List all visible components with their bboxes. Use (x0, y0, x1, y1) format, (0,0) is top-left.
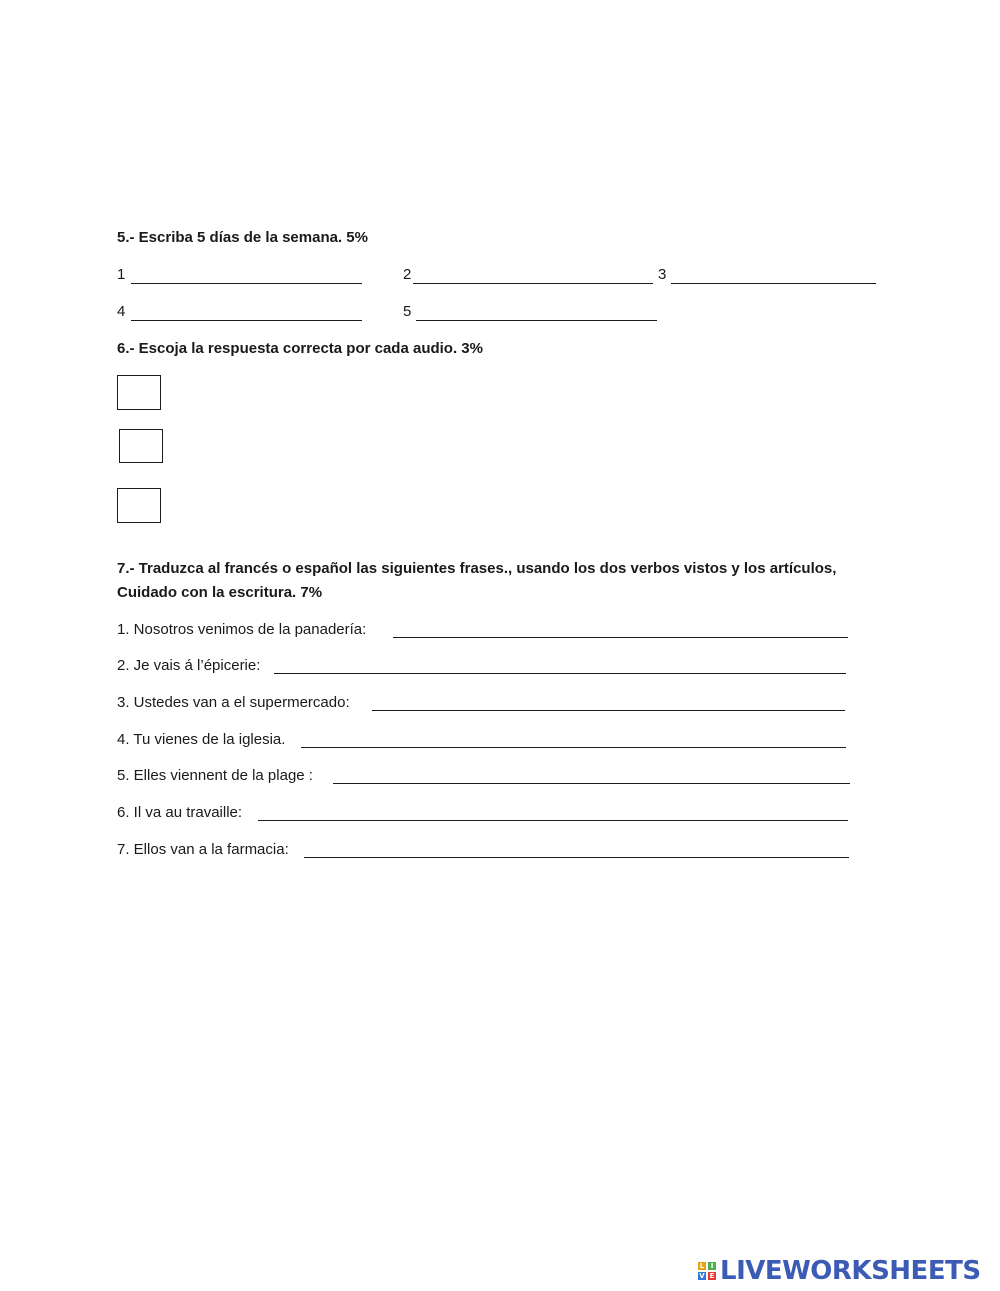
translation-item-1: 1. Nosotros venimos de la panadería: (117, 621, 367, 638)
day-5-answer-line[interactable] (416, 320, 657, 321)
day-2-label: 2 (403, 266, 412, 283)
logo-mark-icon (698, 1262, 716, 1280)
logo-mark-letter: V (699, 1272, 705, 1280)
translation-answer-line-3[interactable] (372, 710, 845, 711)
day-1-answer-line[interactable] (131, 283, 362, 284)
logo-mark-letter: I (708, 1262, 716, 1270)
translation-answer-line-7[interactable] (304, 857, 849, 858)
audio-answer-box-2[interactable] (119, 429, 163, 463)
translation-item-4: 4. Tu vienes de la iglesia. (117, 731, 286, 748)
day-5-label: 5 (403, 303, 412, 320)
translation-answer-line-6[interactable] (258, 820, 848, 821)
day-2-answer-line[interactable] (413, 283, 653, 284)
day-1-label: 1 (117, 266, 126, 283)
translation-item-5: 5. Elles viennent de la plage : (117, 767, 313, 784)
translation-item-2: 2. Je vais á l’épicerie: (117, 657, 261, 674)
day-4-answer-line[interactable] (131, 320, 362, 321)
audio-answer-box-1[interactable] (117, 375, 161, 410)
logo-mark-letter: E (709, 1272, 715, 1280)
day-4-label: 4 (117, 303, 126, 320)
audio-answer-box-3[interactable] (117, 488, 161, 523)
section-6-heading: 6.- Escoja la respuesta correcta por cada audio. 3% (117, 340, 483, 357)
translation-answer-line-5[interactable] (333, 783, 850, 784)
translation-answer-line-1[interactable] (393, 637, 848, 638)
translation-answer-line-2[interactable] (274, 673, 846, 674)
translation-item-3: 3. Ustedes van a el supermercado: (117, 694, 350, 711)
section-7-heading-line-2: Cuidado con la escritura. 7% (117, 584, 323, 601)
day-3-label: 3 (658, 266, 667, 283)
translation-answer-line-4[interactable] (301, 747, 846, 748)
liveworksheets-logo (698, 1256, 981, 1286)
logo-text: LIVEWORKSHEETS (720, 1256, 981, 1286)
section-5-heading: 5.- Escriba 5 días de la semana. 5% (117, 229, 368, 246)
translation-item-7: 7. Ellos van a la farmacia: (117, 841, 289, 858)
section-7-heading-line-1: 7.- Traduzca al francés o español las siguientes frases., usando los dos verbos vistos y los artículos, (117, 560, 837, 577)
logo-mark-letter: L (699, 1262, 705, 1270)
translation-item-6: 6. Il va au travaille: (117, 804, 243, 821)
day-3-answer-line[interactable] (671, 283, 876, 284)
